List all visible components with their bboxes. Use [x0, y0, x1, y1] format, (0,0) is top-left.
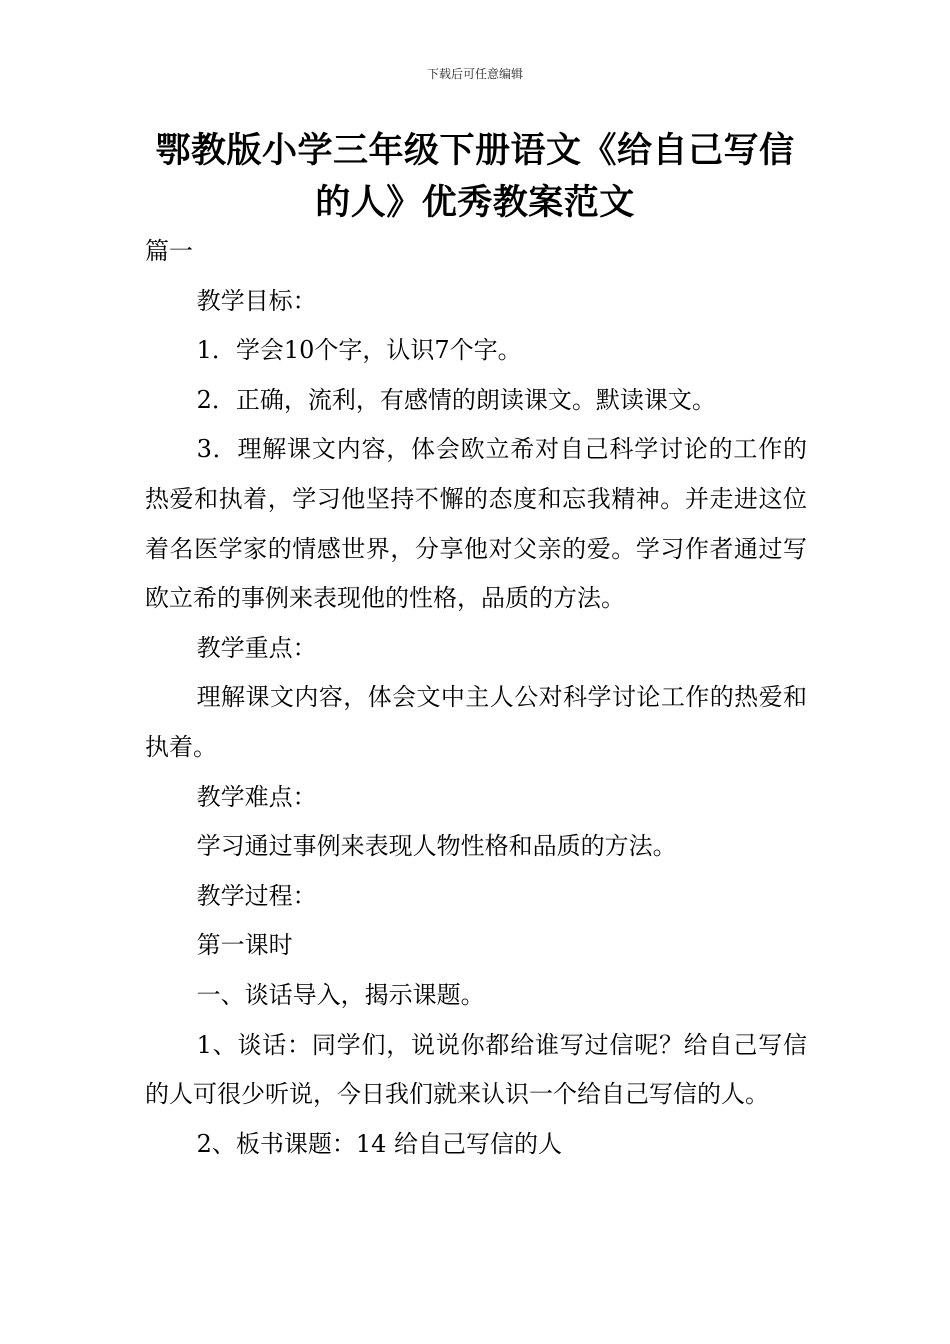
lesson-one-label: 第一课时	[196, 931, 293, 960]
section-label: 篇一	[145, 237, 193, 265]
heading-process: 教学过程：	[196, 881, 317, 910]
title-line-1: 鄂教版小学三年级下册语文《给自己写信	[155, 131, 795, 171]
heading-difficulties: 教学难点：	[196, 782, 317, 811]
goal-item-2: 2．正确，流利，有感情的朗读课文。默读课文。	[196, 385, 716, 414]
heading-key-points: 教学重点：	[196, 633, 317, 662]
step-one-item-2: 2、板书课题：14 给自己写信的人	[196, 1129, 563, 1158]
header-note: 下载后可任意编辑	[426, 67, 523, 81]
difficulties-text: 学习通过事例来表现人物性格和品质的方法。	[196, 832, 677, 861]
title-line-2: 的人》优秀教案范文	[315, 183, 635, 223]
key-points-text: 理解课文内容，体会文中主人公对科学讨论工作的热爱和执着。	[145, 683, 807, 761]
document-body	[145, 227, 807, 1169]
step-one-item-1: 1、谈话：同学们，说说你都给谁写过信呢？给自己写信的人可很少听说，今日我们就来认识一个给自己写信的人。	[145, 1030, 807, 1109]
document-title	[140, 125, 810, 229]
goal-item-3: 3．理解课文内容，体会欧立希对自己科学讨论的工作的热爱和执着，学习他坚持不懈的态度和忘我精神。并走进这位着名医学家的情感世界，分享他对父亲的爱。学习作者通过写欧立希的事例来表现他的性格，品质的方法。	[145, 435, 807, 613]
step-one-heading: 一、谈话导入，揭示课题。	[196, 980, 485, 1009]
goal-item-1: 1．学会10个字，认识7个字。	[196, 336, 522, 365]
heading-teaching-goals: 教学目标：	[196, 286, 317, 315]
